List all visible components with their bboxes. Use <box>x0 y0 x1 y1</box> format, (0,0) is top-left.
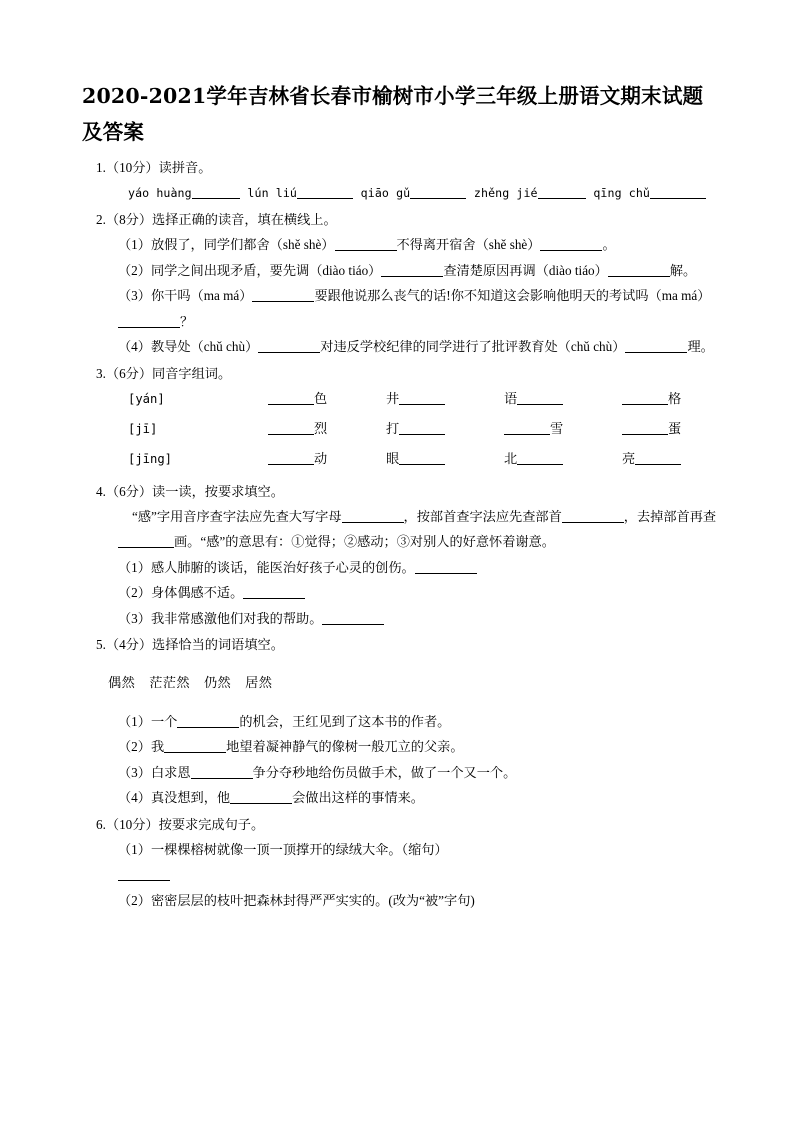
cell-char: 井 <box>386 390 400 406</box>
cell-char: 蛋 <box>668 420 682 436</box>
word-bank-item: 居然 <box>245 675 273 691</box>
sub-item-text: 查清楚原因再调（diào tiáo） <box>443 262 608 278</box>
question-6 <box>82 813 720 914</box>
table-row <box>128 448 720 478</box>
sub-item-label: （1） <box>118 841 151 857</box>
cell-char: 眼 <box>386 450 400 466</box>
question-2-body <box>82 232 720 360</box>
answer-blank[interactable] <box>517 404 563 405</box>
cell-char: 色 <box>314 390 328 406</box>
sub-item-text: 要跟他说那么丧气的话!你不知道这会影响他明天的考试吗（ma má） <box>314 288 711 303</box>
sub-item-text: 。 <box>602 237 616 252</box>
page-title: 2020-2021学年吉林省长春市榆树市小学三年级上册语文期末试题及答案 <box>82 84 704 144</box>
answer-blank[interactable] <box>322 624 384 625</box>
answer-blank[interactable] <box>342 522 404 523</box>
table-cell <box>386 448 504 467</box>
table-cell <box>504 388 622 407</box>
sub-item-label: （3） <box>118 288 151 303</box>
question-1-prompt: 读拼音。 <box>158 160 212 175</box>
sub-item-text: 感人肺腑的谈话，能医治好孩子心灵的创伤。 <box>150 559 415 575</box>
sub-item <box>82 334 720 360</box>
question-6-score: （10分） <box>105 816 159 832</box>
sub-item <box>82 580 720 606</box>
question-3 <box>82 362 720 478</box>
sub-item-label: （1） <box>118 713 151 729</box>
sub-item-label: （2） <box>118 892 151 908</box>
answer-blank[interactable] <box>118 880 170 881</box>
question-6-body <box>82 837 720 914</box>
question-4-heading: 4.（6分）读一读，按要求填空。 <box>96 483 284 499</box>
answer-blank[interactable] <box>230 803 292 804</box>
answer-blank[interactable] <box>268 434 314 435</box>
question-6-heading: 6.（10分）按要求完成句子。 <box>96 816 265 832</box>
main-text-segment: 画。“感”的意思有：①觉得；②感动；③对别人的好意怀着谢意。 <box>174 534 555 549</box>
answer-blank[interactable] <box>399 404 445 405</box>
answer-blank[interactable] <box>252 301 314 302</box>
cell-char: 动 <box>314 450 328 466</box>
answer-blank[interactable] <box>625 352 687 353</box>
cell-char: 北 <box>504 450 518 466</box>
pinyin-word-5: qīng chǔ <box>593 186 650 200</box>
sub-item <box>82 232 720 258</box>
row-pinyin-key: [jīng] <box>128 451 173 466</box>
sub-item-text: 放假了，同学们都舍（shě shè） <box>150 237 335 252</box>
sub-item <box>82 283 720 334</box>
cell-char: 雪 <box>550 420 564 436</box>
answer-blank[interactable] <box>177 727 239 728</box>
sub-item-text: 你干吗（ma má） <box>150 288 253 303</box>
sub-item-text: 的机会，王红见到了这本书的作者。 <box>239 713 451 729</box>
question-3-heading: 3.（6分）同音字组词。 <box>96 365 232 381</box>
question-3-number: 3 <box>96 365 103 381</box>
question-2-prompt: 选择正确的读音，填在横线上。 <box>152 212 337 227</box>
table-cell <box>386 388 504 407</box>
question-1-pinyin-line <box>82 180 720 206</box>
sub-item-text: 解。 <box>669 262 697 278</box>
sub-item-label: （4） <box>118 339 151 354</box>
sub-item-text: 身体偶感不适。 <box>150 585 244 600</box>
sub-item <box>82 258 720 284</box>
main-text-segment: ，去掉部首再查 <box>623 508 717 524</box>
main-text-segment: “感”字用音序查字法应先查大写字母 <box>132 508 342 524</box>
word-bank <box>82 670 720 696</box>
sub-item-label: （4） <box>118 790 151 806</box>
answer-blank[interactable] <box>399 434 445 435</box>
answer-blank[interactable] <box>192 198 240 199</box>
table-cell <box>268 448 386 467</box>
sub-item-text: 密密层层的枝叶把森林封得严严实实的。(改为“被”字句) <box>150 892 475 908</box>
cell-char: 打 <box>386 420 400 436</box>
question-4-main-text <box>82 504 720 555</box>
sub-item-text: 真没想到，他 <box>150 790 231 806</box>
sub-item-text: 白求恩 <box>150 764 191 780</box>
question-5 <box>82 633 720 811</box>
answer-blank[interactable] <box>635 464 681 465</box>
question-5-score: （4分） <box>105 637 153 652</box>
answer-blank[interactable] <box>410 198 466 199</box>
question-4-body <box>82 504 720 632</box>
table-cell <box>504 418 622 437</box>
answer-blank[interactable] <box>297 198 353 199</box>
table-cell <box>504 448 622 467</box>
sub-item-text: 同学之间出现矛盾，要先调（diào tiáo） <box>150 262 382 278</box>
sub-item-label: （2） <box>118 739 151 755</box>
question-1-heading: 1.（10分）读拼音。 <box>96 160 212 175</box>
answer-blank[interactable] <box>381 276 443 277</box>
question-4 <box>82 480 720 632</box>
sub-item-text: 争分夺秒地给伤员做手术，做了一个又一个。 <box>252 764 517 780</box>
answer-blank[interactable] <box>268 464 314 465</box>
question-5-prompt: 选择恰当的词语填空。 <box>152 637 284 652</box>
sub-item-label: （3） <box>118 610 151 626</box>
table-cell <box>386 418 504 437</box>
question-1-number: 1 <box>96 160 103 175</box>
sub-item-label: （1） <box>118 237 151 252</box>
question-3-prompt: 同音字组词。 <box>152 365 232 381</box>
table-row <box>128 388 720 418</box>
answer-blank[interactable] <box>650 198 706 199</box>
table-cell <box>268 388 386 407</box>
sub-item-text: 我 <box>150 739 165 755</box>
answer-blank[interactable] <box>562 522 624 523</box>
sub-item-text: 理。 <box>687 339 714 354</box>
question-2-number: 2 <box>96 212 103 227</box>
table-cell <box>622 388 740 407</box>
pinyin-word-3: qiāo gǔ <box>360 186 411 200</box>
main-text-segment: ，按部首查字法应先查部首 <box>403 508 562 524</box>
answer-blank[interactable] <box>268 404 314 405</box>
answer-blank[interactable] <box>164 752 226 753</box>
answer-blank[interactable] <box>504 434 550 435</box>
answer-line <box>82 862 720 888</box>
answer-blank[interactable] <box>538 198 586 199</box>
sub-item <box>82 606 720 632</box>
answer-blank[interactable] <box>335 250 397 251</box>
answer-blank[interactable] <box>622 404 668 405</box>
sub-item <box>82 837 720 863</box>
pinyin-word-1: yáo huàng <box>128 186 192 200</box>
question-5-body <box>82 709 720 811</box>
question-6-number: 6 <box>96 816 103 832</box>
sub-item-text: 会做出这样的事情来。 <box>292 790 424 806</box>
sub-item <box>82 734 720 760</box>
row-pinyin-key: [jī] <box>128 421 158 436</box>
sub-item-text: 不得离开宿舍（shě shè） <box>396 237 541 252</box>
question-1 <box>82 156 720 206</box>
answer-blank[interactable] <box>191 778 253 779</box>
table-row <box>128 418 720 448</box>
answer-blank[interactable] <box>517 464 563 465</box>
answer-blank[interactable] <box>118 547 174 548</box>
sub-item <box>82 785 720 811</box>
answer-blank[interactable] <box>243 598 305 599</box>
question-5-number: 5 <box>96 637 103 652</box>
table-cell <box>268 418 386 437</box>
question-4-prompt: 读一读，按要求填空。 <box>152 483 284 499</box>
answer-blank[interactable] <box>258 352 320 353</box>
sub-item-text: 对违反学校纪律的同学进行了批评教育处（chǔ chù） <box>320 339 626 354</box>
sub-item-text: 一棵棵榕树就像一顶一顶撑开的绿绒大伞。（缩句） <box>150 841 448 857</box>
cell-char: 亮 <box>622 450 636 466</box>
cell-char: 格 <box>668 390 682 406</box>
pinyin-word-2: lún liú <box>247 186 297 200</box>
answer-blank[interactable] <box>118 327 180 328</box>
sub-item-text: 我非常感激他们对我的帮助。 <box>150 610 323 626</box>
pinyin-word-4: zhěng jié <box>473 186 538 200</box>
sub-item <box>82 888 720 914</box>
question-3-score: （6分） <box>105 365 153 381</box>
sub-item <box>82 709 720 735</box>
homophone-table <box>82 388 720 478</box>
sub-item-text: 一个 <box>150 713 178 729</box>
question-2-heading: 2.（8分）选择正确的读音，填在横线上。 <box>96 212 337 227</box>
question-2 <box>82 208 720 360</box>
cell-char: 烈 <box>314 420 328 436</box>
table-cell <box>622 418 740 437</box>
answer-blank[interactable] <box>622 434 668 435</box>
cell-char: 语 <box>504 390 518 406</box>
row-pinyin-key: [yán] <box>128 391 165 406</box>
answer-blank[interactable] <box>608 276 670 277</box>
sub-item-label: （3） <box>118 764 151 780</box>
sub-item <box>82 555 720 581</box>
sub-item-label: （2） <box>118 262 151 278</box>
sub-item-label: （2） <box>118 585 151 600</box>
question-4-number: 4 <box>96 483 103 499</box>
sub-item-text: 地望着凝神静气的像树一般兀立的父亲。 <box>226 739 464 755</box>
word-bank-item: 仍然 <box>203 675 232 691</box>
question-6-prompt: 按要求完成句子。 <box>158 816 265 832</box>
table-cell <box>622 448 740 467</box>
question-1-score: （10分） <box>105 160 159 175</box>
word-bank-item: 茫茫然 <box>149 675 190 691</box>
question-2-score: （8分） <box>105 212 153 227</box>
sub-item-label: （1） <box>118 559 151 575</box>
sub-item-text: 教导处（chǔ chù） <box>150 339 259 354</box>
answer-blank[interactable] <box>399 464 445 465</box>
answer-blank[interactable] <box>540 250 602 251</box>
answer-blank[interactable] <box>415 573 477 574</box>
sub-item <box>82 760 720 786</box>
question-5-heading: 5.（4分）选择恰当的词语填空。 <box>96 637 284 652</box>
word-bank-item: 偶然 <box>108 675 136 691</box>
question-4-score: （6分） <box>105 483 153 499</box>
sub-item-text: ？ <box>180 313 194 329</box>
